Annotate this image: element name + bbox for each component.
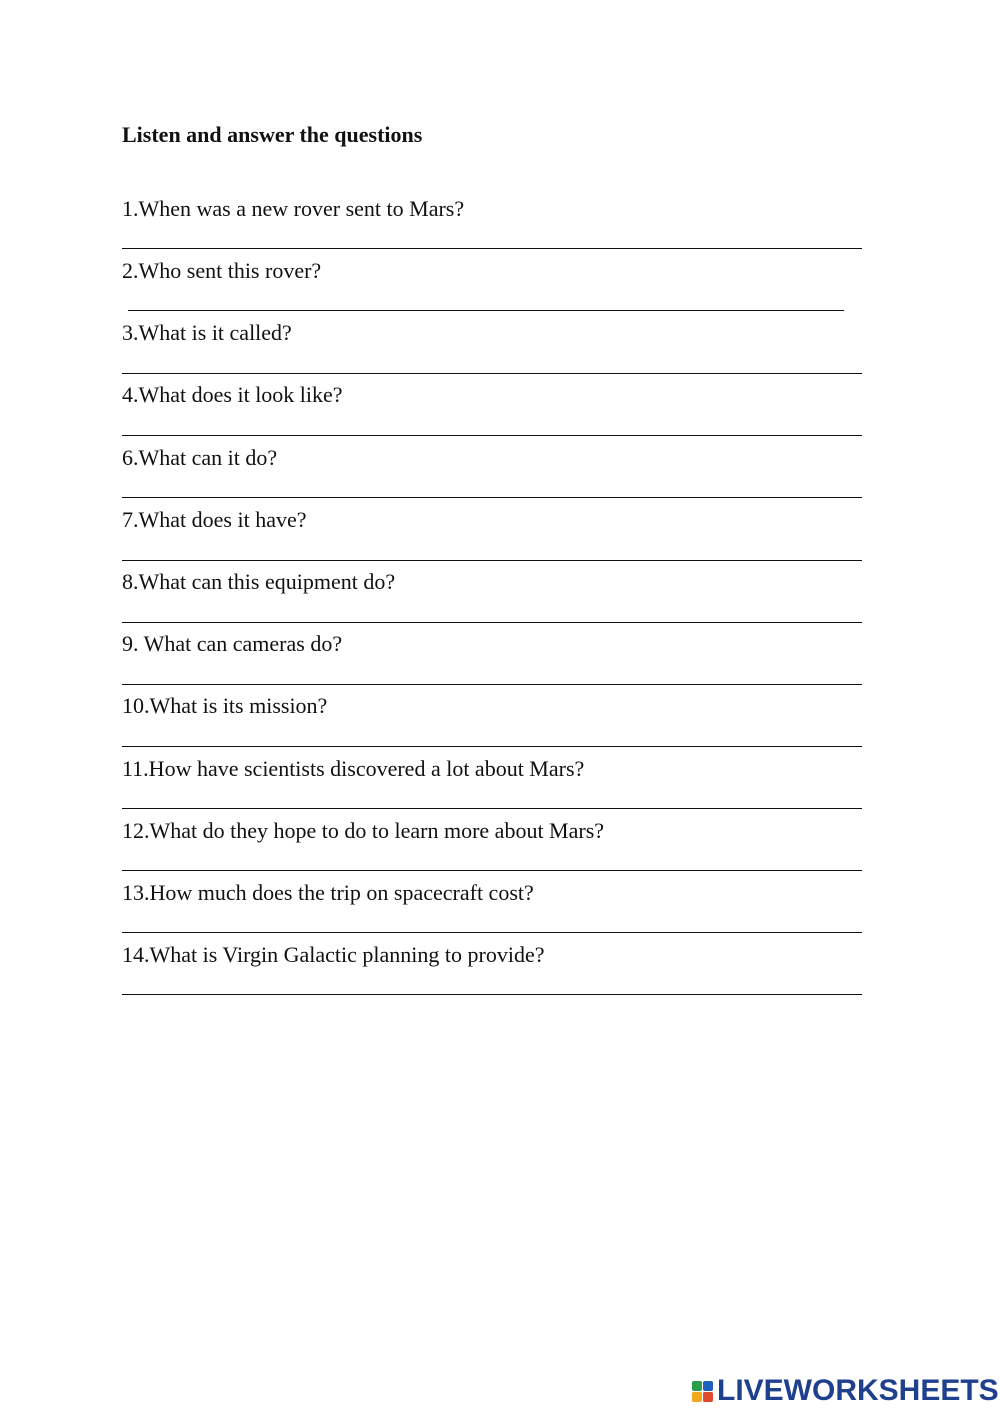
question-6: 6.What can it do? [122, 445, 278, 470]
question-10: 10.What is its mission? [122, 693, 328, 718]
question-3: 3.What is it called? [122, 320, 292, 345]
question-2: 2.Who sent this rover? [122, 258, 322, 283]
answer-line-12[interactable] [122, 870, 862, 871]
logo-square-icon [692, 1381, 702, 1391]
logo-square-icon [692, 1392, 702, 1402]
question-12: 12.What do they hope to do to learn more about Mars? [122, 818, 605, 843]
answer-line-1[interactable] [122, 248, 862, 249]
answer-line-13[interactable] [122, 932, 862, 933]
question-8: 8.What can this equipment do? [122, 569, 396, 594]
question-9: 9. What can cameras do? [122, 631, 343, 656]
worksheet-title: Listen and answer the questions [122, 122, 423, 147]
question-1: 1.When was a new rover sent to Mars? [122, 196, 465, 221]
answer-line-11[interactable] [122, 808, 862, 809]
logo-text: LIVEWORKSHEETS [717, 1374, 999, 1407]
answer-line-8[interactable] [122, 622, 862, 623]
answer-line-4[interactable] [122, 435, 862, 436]
answer-line-6[interactable] [122, 497, 862, 498]
question-4: 4.What does it look like? [122, 382, 343, 407]
answer-line-7[interactable] [122, 560, 862, 561]
answer-line-14[interactable] [122, 994, 862, 995]
logo-square-icon [703, 1392, 713, 1402]
logo-square-icon [703, 1381, 713, 1391]
answer-line-9[interactable] [122, 684, 862, 685]
question-11: 11.How have scientists discovered a lot about Mars? [122, 756, 585, 781]
question-13: 13.How much does the trip on spacecraft cost? [122, 880, 534, 905]
answer-line-2[interactable] [128, 310, 844, 311]
answer-line-10[interactable] [122, 746, 862, 747]
answer-line-3[interactable] [122, 373, 862, 374]
question-7: 7.What does it have? [122, 507, 307, 532]
liveworksheets-logo [692, 1374, 999, 1408]
question-14: 14.What is Virgin Galactic planning to provide? [122, 942, 545, 967]
liveworksheets-mark-icon [692, 1381, 713, 1402]
